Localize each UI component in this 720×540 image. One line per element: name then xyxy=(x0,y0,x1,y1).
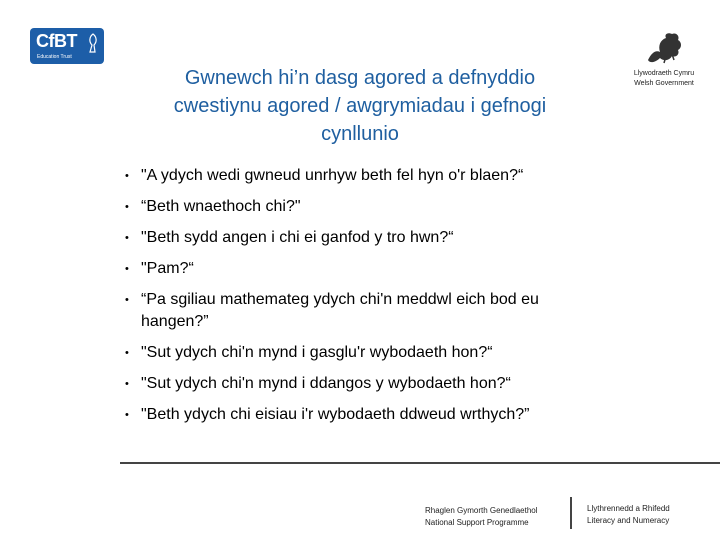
question-list xyxy=(125,165,605,435)
list-item xyxy=(125,258,605,280)
list-item xyxy=(125,289,605,333)
slide-title xyxy=(120,64,600,148)
list-item-text: "Beth ydych chi eisiau i'r wybodaeth ddweud wrthych?” xyxy=(141,406,530,423)
bullet-dot-icon: • xyxy=(125,263,129,275)
list-item-text: “Pa sgiliau mathemateg ydych chi'n meddwl eich bod eu hangen?” xyxy=(141,291,539,330)
bullet-dot-icon: • xyxy=(125,294,129,306)
title-line-3: cynllunio xyxy=(321,123,399,145)
bullet-dot-icon: • xyxy=(125,347,129,359)
title-line-2: cwestiynu agored / awgrymiadau i gefnogi xyxy=(173,95,547,117)
wg-logo-line-2: Welsh Government xyxy=(634,80,694,87)
footer-right-line-2: Literacy and Numeracy xyxy=(587,516,670,525)
bullet-dot-icon: • xyxy=(125,201,129,213)
list-item-text: "A ydych wedi gwneud unrhyw beth fel hyn o'r blaen?“ xyxy=(141,167,524,184)
footer-literacy-text xyxy=(587,503,670,527)
footer-divider xyxy=(570,497,572,529)
footer-left-line-1: Rhaglen Gymorth Genedlaethol xyxy=(425,506,538,515)
list-item xyxy=(125,165,605,187)
bullet-dot-icon: • xyxy=(125,378,129,390)
dragon-emblem-icon xyxy=(86,33,100,53)
list-item-text: "Sut ydych chi'n mynd i ddangos y wybodaeth hon?“ xyxy=(141,375,511,392)
welsh-dragon-icon xyxy=(642,30,686,66)
list-item xyxy=(125,373,605,395)
bullet-dot-icon: • xyxy=(125,232,129,244)
list-item xyxy=(125,196,605,218)
wg-logo-line-1: Llywodraeth Cymru xyxy=(633,70,695,77)
footer-left-line-2: National Support Programme xyxy=(425,518,529,527)
cfbt-logo xyxy=(30,28,104,64)
footer-right-line-1: Llythrennedd a Rhifedd xyxy=(587,504,670,513)
cfbt-logo-text: CfBT xyxy=(36,31,77,51)
list-item-text: "Beth sydd angen i chi ei ganfod y tro hwn?“ xyxy=(141,229,454,246)
footer-rule xyxy=(120,462,720,464)
bullet-dot-icon: • xyxy=(125,170,129,182)
list-item-text: “Beth wnaethoch chi?" xyxy=(141,198,301,215)
list-item-text: "Sut ydych chi'n mynd i gasglu'r wybodaeth hon?“ xyxy=(141,344,493,361)
list-item xyxy=(125,227,605,249)
list-item xyxy=(125,342,605,364)
bullet-dot-icon: • xyxy=(125,409,129,421)
cfbt-logo-subtitle: Education Trust xyxy=(37,54,72,60)
title-line-1: Gwnewch hi’n dasg agored a defnyddio xyxy=(184,67,536,89)
welsh-government-logo xyxy=(628,30,700,92)
list-item xyxy=(125,404,605,426)
footer-programme-text xyxy=(425,505,538,529)
list-item-text: "Pam?“ xyxy=(141,260,194,277)
